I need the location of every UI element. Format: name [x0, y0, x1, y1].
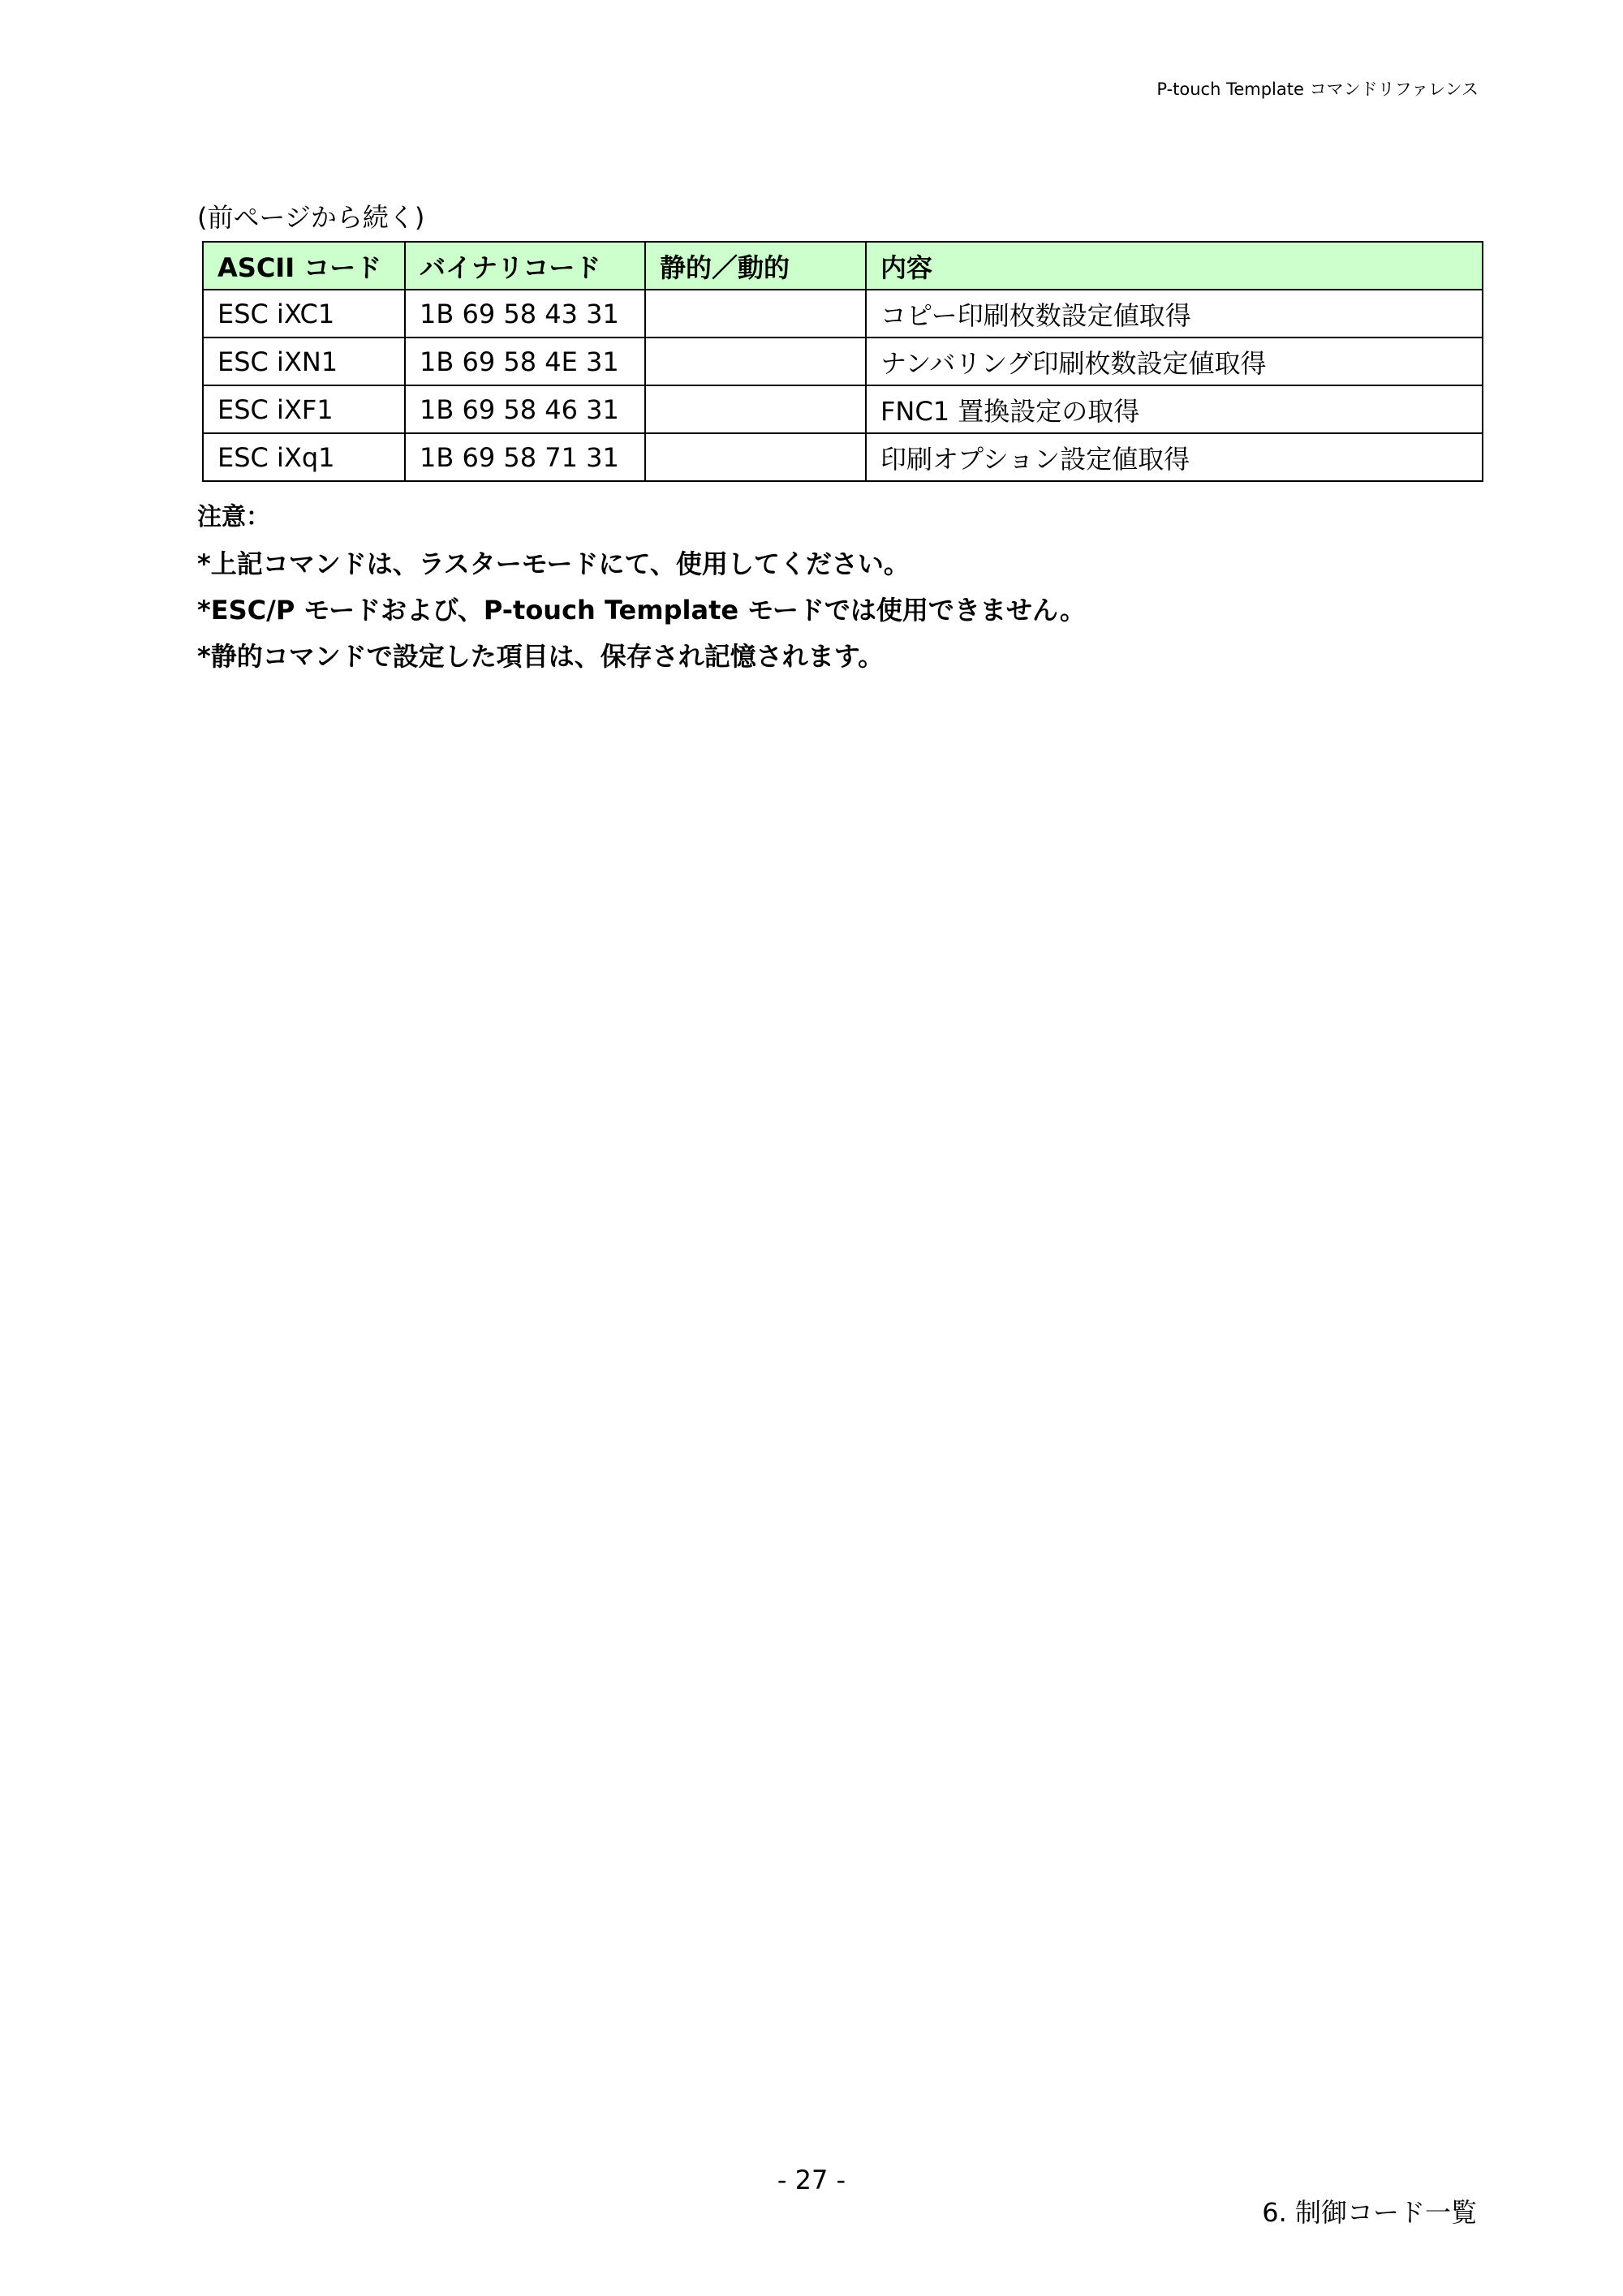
static-dynamic-cell [645, 290, 866, 338]
binary-code-cell: 1B 69 58 4E 31 [405, 338, 645, 385]
column-header-content: 内容 [866, 242, 1483, 290]
table-row [203, 433, 1483, 481]
binary-code-cell: 1B 69 58 71 31 [405, 433, 645, 481]
content-cell: ナンバリング印刷枚数設定値取得 [866, 338, 1483, 385]
content-cell: 印刷オプション設定値取得 [866, 433, 1483, 481]
note-line: *ESC/P モードおよび、P-touch Template モードでは使用できません。 [197, 595, 1086, 626]
content-cell: FNC1 置換設定の取得 [866, 385, 1483, 433]
binary-code-cell: 1B 69 58 46 31 [405, 385, 645, 433]
notes-section [197, 500, 1463, 674]
chapter-title: 6. 制御コード一覧 [1262, 2197, 1477, 2228]
column-header-ascii: ASCII コード [203, 242, 405, 290]
table-header-row [203, 242, 1483, 290]
ascii-code-cell: ESC iXN1 [203, 338, 405, 385]
content-cell: コピー印刷枚数設定値取得 [866, 290, 1483, 338]
notes-label: 注意： [197, 503, 270, 531]
page-number: - 27 - [777, 2165, 846, 2195]
note-line: *静的コマンドで設定した項目は、保存され記憶されます。 [197, 641, 885, 672]
continued-label: (前ページから続く) [197, 202, 425, 233]
ascii-code-cell: ESC iXC1 [203, 290, 405, 338]
ascii-code-cell: ESC iXF1 [203, 385, 405, 433]
command-table [202, 241, 1483, 482]
note-line: *上記コマンドは、ラスターモードにて、使用してください。 [197, 548, 910, 579]
binary-code-cell: 1B 69 58 43 31 [405, 290, 645, 338]
static-dynamic-cell [645, 433, 866, 481]
column-header-binary: バイナリコード [405, 242, 645, 290]
static-dynamic-cell [645, 338, 866, 385]
page-header: P-touch Template コマンドリファレンス [1156, 80, 1479, 99]
table-row [203, 338, 1483, 385]
static-dynamic-cell [645, 385, 866, 433]
column-header-static-dynamic: 静的／動的 [645, 242, 866, 290]
table-row [203, 385, 1483, 433]
table-row [203, 290, 1483, 338]
ascii-code-cell: ESC iXq1 [203, 433, 405, 481]
